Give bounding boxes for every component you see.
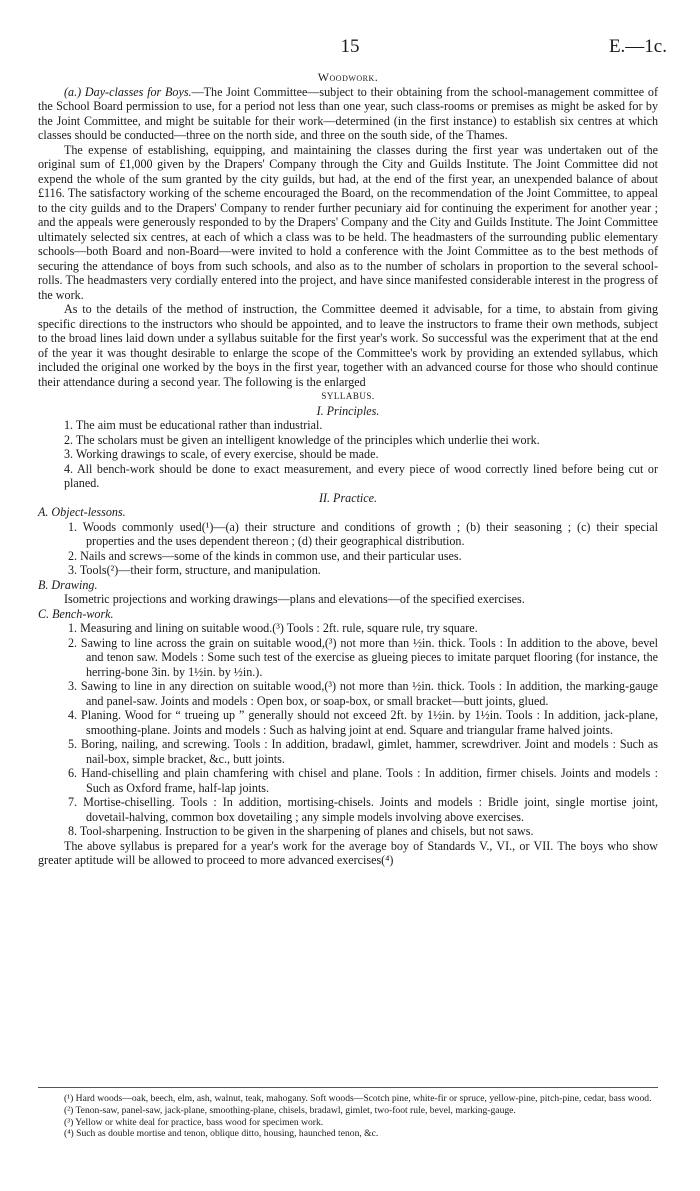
principle-item: 2. The scholars must be given an intelligent knowledge of the principles which underlie thei work. bbox=[64, 432, 540, 447]
principle-item: 4. All bench-work should be done to exact measurement, and every piece of wood correctly lined before being cut or planed. bbox=[64, 461, 658, 490]
paragraph-method: As to the details of the method of instruction, the Committee deemed it advisable, for a time, to abstain from giving specific directions to the instructors who should be appointed, and to leave the instructors to frame their own methods, subject to the broad lines laid down under a syllabus suitable for the first year's work. So successful was the experiment that at the end of the year it was thought desirable to enlarge the scope of the Committee's work by providing an extended syllabus, which included the original one worked by the boys in the first year, together with an advanced course for those who should continue their attendance during a second year. The following is the enlarged bbox=[38, 302, 658, 389]
bench-work-item: 5. Boring, nailing, and screwing. Tools : In addition, bradawl, gimlet, hammer, screwdriver. Joint and models : Such as nail-box, simple bracket, &c., butt joints. bbox=[68, 737, 658, 766]
paragraph-lead: (a.) Day-classes for Boys. bbox=[64, 84, 192, 99]
document-reference: E.—1c. bbox=[608, 36, 667, 57]
paragraph-expense: The expense of establishing, equipping, and maintaining the classes during the first year was undertaken out of the original sum of £1,000 given by the Drapers' Company through the City and Guilds Institute. The Joint Committee did not expend the whole of the sum granted by the city guilds, but had, at the end of the first year, an unexpended balance of about £116. The satisfactory working of the scheme encouraged the Board, on the recommendation of the Joint Committee, to appeal to the city guilds and to the Drapers' Company to render further pecuniary aid for continuing the experiment for another year ; and the appeals were generously responded to by the Drapers' Company and the City and Guilds Institute. The Joint Committee ultimately selected six centres, at each of which a class was to be held. The headmasters of the surrounding public elementary schools—both Board and non-Board—were invited to hold a conference with the Joint Committee as to the best methods of securing the attendance of boys from such schools, and also as to the number of scholars in proportion to the several school-rolls. The headmasters very cordially entered into the project, and have since manifested considerable interest in the progress of the work. bbox=[38, 142, 658, 302]
footnote: (²) Tenon-saw, panel-saw, jack-plane, smoothing-plane, chisels, bradawl, gimlet, two-foot rule, bevel, marking-gauge. bbox=[64, 1104, 516, 1116]
object-lesson-item: 3. Tools(²)—their form, structure, and manipulation. bbox=[68, 563, 321, 577]
object-lessons-heading: A. Object-lessons. bbox=[38, 505, 126, 519]
bench-work-heading: C. Bench-work. bbox=[38, 606, 114, 621]
bench-work-item: 4. Planing. Wood for “ trueing up ” generally should not exceed 2ft. by 1½in. by 1½in. Tools : In addition, jack-plane, smoothing-plane. Joints and models : Such as halving joint at end. Square and triangular frame halved joints. bbox=[68, 708, 658, 737]
bench-work-item: 8. Tool-sharpening. Instruction to be given in the sharpening of planes and chisels, but not saws. bbox=[68, 824, 534, 838]
syllabus-closing: The above syllabus is prepared for a year's work for the average boy of Standards V., VI., or VII. The boys who show greater aptitude will be allowed to proceed to more advanced exercises(⁴) bbox=[38, 838, 658, 867]
bench-work-item: 6. Hand-chiselling and plain chamfering with chisel and plane. Tools : In addition, firmer chisels. Joints and models : Such as Oxford frame, half-lap joints. bbox=[68, 766, 658, 795]
bench-work-item: 2. Sawing to line across the grain on suitable wood,(³) not more than ½in. thick. Tools : In addition to the above, bevel and tenon saw. Models : Some such test of the exercise as glueing pieces to imitate parquet flooring (for instance, the herring-bone 3in. by 1½in. by ½in.). bbox=[68, 635, 658, 679]
principle-item: 3. Working drawings to scale, of every exercise, should be made. bbox=[64, 447, 379, 461]
paragraph-day-classes bbox=[38, 85, 658, 143]
drawing-heading: B. Drawing. bbox=[38, 577, 98, 592]
practice-heading: II. Practice. bbox=[318, 490, 378, 505]
paragraph-text: —The Joint Committee—subject to their obtaining from the school-management committee of the School Board permission to use, for a period not less than one year, such class-rooms or premises as might be asked for by the Joint Committee, and might be suitable for their work—determined (in the first instance) to establish six centres at which classes should be conducted—three on the north side, and three on the south side, of the Thames. bbox=[38, 84, 658, 142]
principles-heading: I. Principles. bbox=[316, 403, 380, 418]
syllabus-title: SYLLABUS. bbox=[321, 391, 375, 401]
bench-work-item: 7. Mortise-chiselling. Tools : In addition, mortising-chisels. Joints and models : Bridle joint, single mortise joint, dovetail-halving, common box dovetailing ; any simple models involving above exercises. bbox=[68, 795, 658, 824]
footnote: (¹) Hard woods—oak, beech, elm, ash, walnut, teak, mahogany. Soft woods—Scotch pine, white-fir or spruce, yellow-pine, pitch-pine, cedar, bass wood. bbox=[64, 1093, 652, 1104]
principle-item: 1. The aim must be educational rather than industrial. bbox=[64, 418, 323, 432]
section-title: Woodwork. bbox=[317, 70, 379, 84]
main-text bbox=[38, 70, 658, 868]
footnote: (⁴) Such as double mortise and tenon, oblique ditto, housing, haunched tenon, &c. bbox=[64, 1128, 379, 1140]
footnote: (³) Yellow or white deal for practice, bass wood for specimen work. bbox=[64, 1116, 324, 1128]
bench-work-item: 3. Sawing to line in any direction on suitable wood,(³) not more than ½in. thick. Tools : In addition, the marking-gauge and panel-saw. Joints and models : Open box, or soap-box, or small bracket—butt joints, glued. bbox=[68, 679, 658, 708]
page-number: 15 bbox=[340, 36, 360, 57]
footnotes bbox=[38, 1087, 658, 1140]
object-lesson-item: 2. Nails and screws—some of the kinds in common use, and their particular uses. bbox=[68, 548, 462, 563]
page-header bbox=[0, 36, 700, 60]
object-lesson-item: 1. Woods commonly used(¹)—(a) their structure and conditions of growth ; (b) their seasoning ; (c) their special properties and the uses dependent thereon ; (d) their geographical distribution. bbox=[68, 519, 658, 548]
drawing-text: Isometric projections and working drawings—plans and elevations—of the specified exercises. bbox=[64, 592, 525, 606]
bench-work-item: 1. Measuring and lining on suitable wood.(³) Tools : 2ft. rule, square rule, try square. bbox=[68, 621, 478, 635]
